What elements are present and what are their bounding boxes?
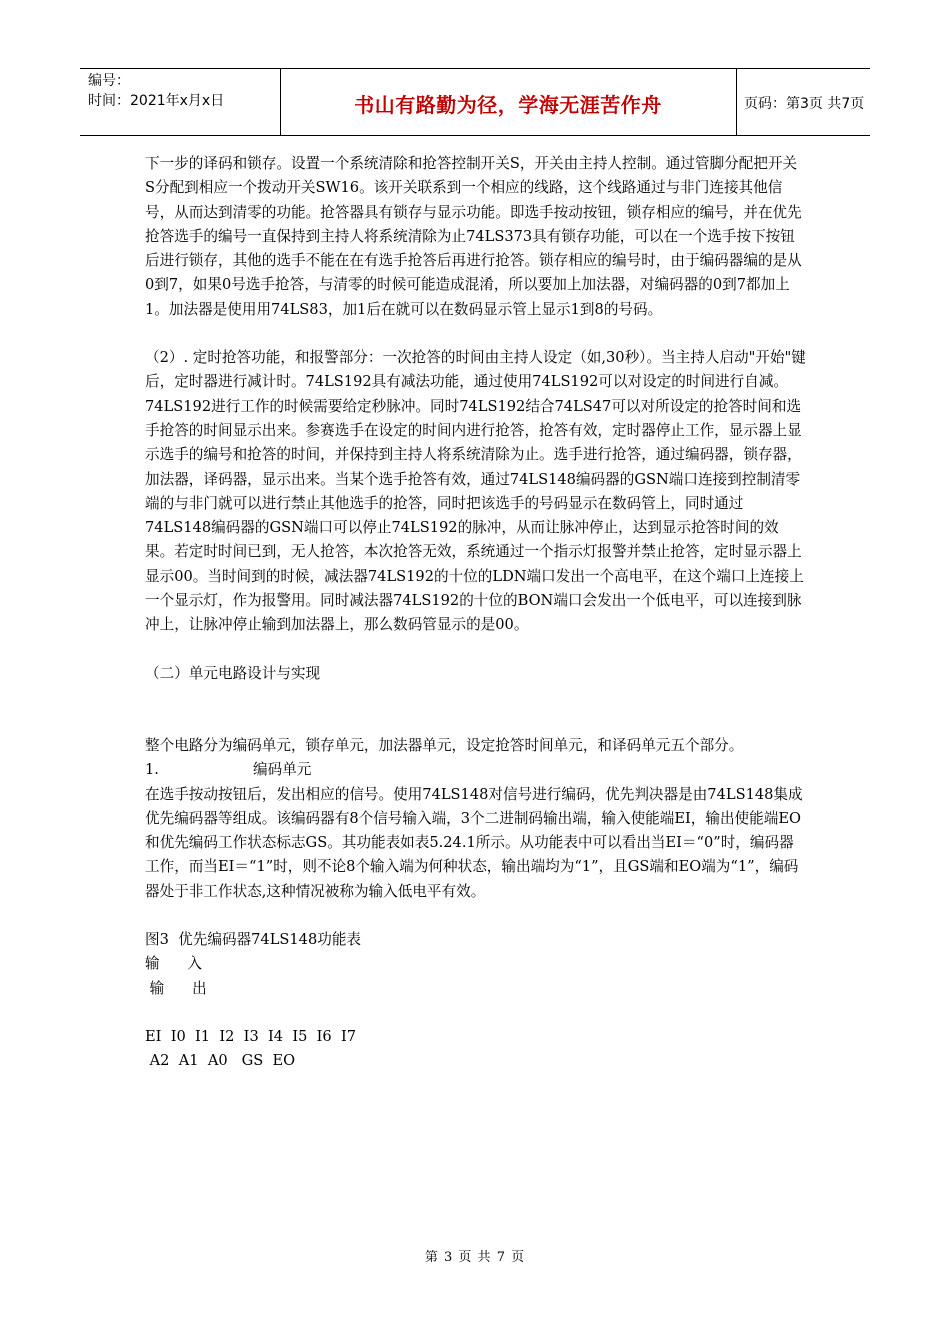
doc-date-label: 时间：2021年x月x日: [88, 93, 225, 109]
paragraph: 在选手按动按钮后，发出相应的信号。使用74LS148对信号进行编码，优先判决器是由74LS148集成优先编码器等组成。该编码器有8个信号输入端，3个二进制码输出端，输入使能端EI，输出使能端EO和优先编码工作状态标志GS。其功能表如表5.24.1所示。从功能表中可以看出当EI＝“0”时，编码器工作，而当EI＝“1”时，则不论8个输入端为何种状态，输出端均为“1”，且GS端和EO端为“1”，编码器处于非工作状态,这种情况被称为输入低电平有效。: [145, 785, 803, 900]
table-output-header: 输 出: [145, 979, 207, 997]
header-page-label: 页码：第3页 共7页: [744, 96, 865, 112]
doc-number-label: 编号：: [88, 73, 130, 89]
list-item-title: 编码单元: [253, 761, 312, 779]
table-inputs-row: EI I0 I1 I2 I3 I4 I5 I6 I7: [145, 1027, 357, 1045]
table-input-header: 输 入: [145, 955, 203, 973]
header-divider: [736, 69, 737, 135]
section-heading: （二）单元电路设计与实现: [145, 664, 321, 682]
table-outputs-row: A2 A1 A0 GS EO: [145, 1052, 296, 1070]
document-body: [145, 152, 807, 1074]
page-footer: 第 3 页 共 7 页: [424, 1250, 526, 1265]
paragraph: 下一步的译码和锁存。设置一个系统清除和抢答控制开关S，开关由主持人控制。通过管脚分配把开关S分配到相应一个拨动开关SW16。该开关联系到一个相应的线路，这个线路通过与非门连接其他信号，从而达到清零的功能。抢答器具有锁存与显示功能。即选手按动按钮，锁存相应的编号，并在优先抢答选手的编号一直保持到主持人将系统清除为止74LS373具有锁存功能，可以在一个选手按下按钮后进行锁存，其他的选手不能在在有选手抢答后再进行抢答。锁存相应的编号时，由于编码器编的是从0到7，如果0号选手抢答，与清零的时候可能造成混淆，所以要加上加法器，对编码器的0到7都加上1。加法器是使用用74LS83，加1后在就可以在数码显示管上显示1到8的号码。: [145, 155, 802, 318]
header-motto: 书山有路勤为径，学海无涯苦作舟: [354, 93, 662, 117]
header-meta: [88, 71, 280, 111]
header-divider: [280, 69, 281, 135]
list-item-number: 1.: [145, 761, 159, 779]
figure-caption: 图3 优先编码器74LS148功能表: [145, 931, 362, 949]
paragraph: （2）. 定时抢答功能，和报警部分：一次抢答的时间由主持人设定（如,30秒）。当主持人启动"开始"键后，定时器进行减计时。74LS192具有减法功能，通过使用74LS192可以对设定的时间进行自减。74LS192进行工作的时候需要给定秒脉冲。同时74LS192结合74LS47可以对所设定的抢答时间和选手抢答的时间显示出来。参赛选手在设定的时间内进行抢答，抢答有效，定时器停止工作，显示器上显示选手的编号和抢答的时间，并保持到主持人将系统清除为止。选手进行抢答，通过编码器，锁存器，加法器，译码器，显示出来。当某个选手抢答有效，通过74LS148编码器的GSN端口连接到控制清零端的与非门就可以进行禁止其他选手的抢答，同时把该选手的号码显示在数码管上，同时通过74LS148编码器的GSN端口可以停止74LS192的脉冲，从而让脉冲停止，达到显示抢答时间的效果。若定时时间已到，无人抢答，本次抢答无效，系统通过一个指示灯报警并禁止抢答，定时显示器上显示00。当时间到的时候，减法器74LS192的十位的LDN端口发出一个高电平，在这个端口上连接上一个显示灯，作为报警用。同时减法器74LS192的十位的BON端口会发出一个低电平，可以连接到脉冲上，让脉冲停止输到加法器上，那么数码管显示的是00。: [145, 349, 806, 634]
list-item: [145, 758, 807, 782]
paragraph: 整个电路分为编码单元，锁存单元，加法器单元，设定抢答时间单元，和译码单元五个部分。: [145, 736, 744, 754]
page-header: [80, 68, 870, 136]
